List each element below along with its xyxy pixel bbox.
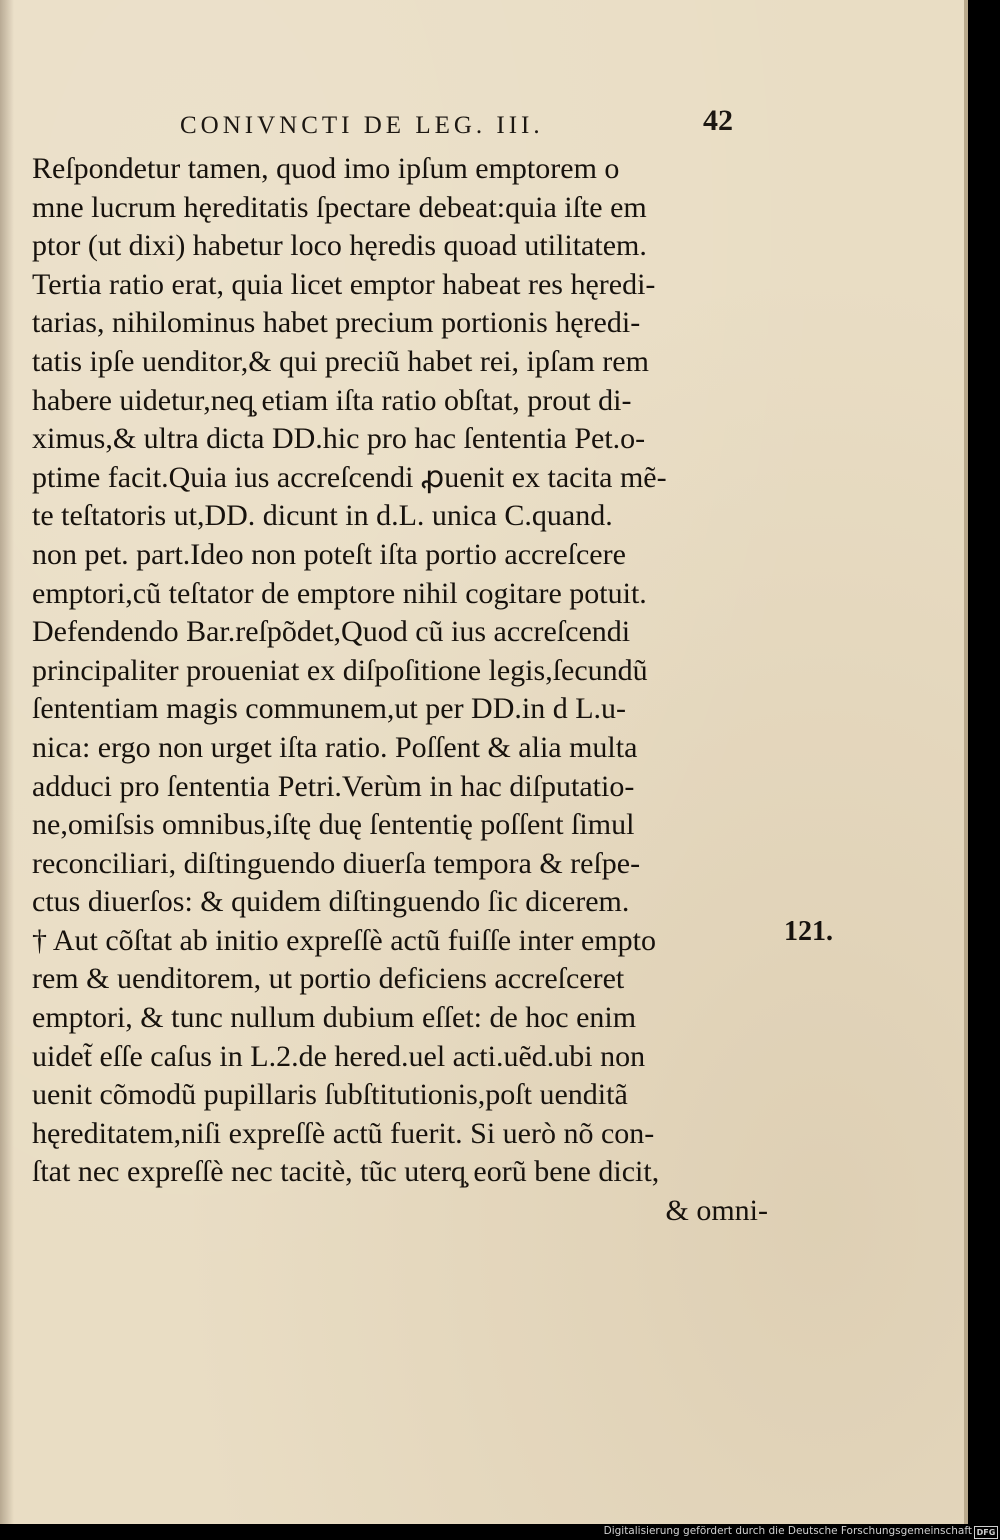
text-line: ptor (ut dixi) habetur loco hęredis quoad utilitatem.: [32, 229, 647, 263]
text-line: reconciliari, diſtinguendo diuerſa tempora & reſpe-: [32, 846, 641, 880]
text-line: Tertia ratio erat, quia licet emptor habeat res hęredi-: [32, 267, 656, 301]
body-text: [32, 150, 772, 1231]
catchword: & omni-: [665, 1194, 768, 1228]
text-line: uenit cõmodũ pupillaris ſubſtitutionis,poſt uenditã: [32, 1078, 628, 1112]
dfg-logo: DFG: [974, 1526, 998, 1539]
text-line: mne lucrum hęreditatis ſpectare debeat:quia iſte em: [32, 190, 647, 224]
page-edge: [964, 0, 968, 1524]
text-line: emptori,cũ teſtator de emptore nihil cogitare potuit.: [32, 576, 647, 610]
text-line: ptime facit.Quia ius accreſcendi ꝓuenit ex tacita mẽ-: [32, 460, 667, 494]
text-line: uidet̃ eſſe caſus in L.2.de hered.uel acti.uẽd.ubi non: [32, 1039, 646, 1073]
text-line: rem & uenditorem, ut portio deficiens accreſceret: [32, 962, 625, 996]
text-line: Reſpondetur tamen, quod imo ipſum emptorem o: [32, 152, 620, 185]
page-number: 42: [703, 104, 733, 137]
footer-credit: Digitalisierung gefördert durch die Deutsche Forschungsgemeinschaft: [603, 1525, 972, 1537]
text-line: ctus diuerſos: & quidem diſtinguendo ſic dicerem.: [32, 885, 630, 919]
text-line: habere uidetur,neq̧ etiam iſta ratio obſtat, prout di-: [32, 383, 632, 417]
text-line: adduci pro ſententia Petri.Verùm in hac diſputatio-: [32, 769, 635, 803]
text-line: emptori, & tunc nullum dubium eſſet: de hoc enim: [32, 1001, 637, 1035]
text-line: Defendendo Bar.reſpõdet,Quod cũ ius accreſcendi: [32, 615, 631, 649]
text-line: ſtat nec expreſſè nec tacitè, tũc uterq̧ eorũ bene dicit,: [32, 1155, 660, 1189]
text-line: nica: ergo non urget iſta ratio. Poſſent & alia multa: [32, 730, 638, 764]
text-line: ſententiam magis communem,ut per DD.in d L.u-: [32, 692, 627, 726]
text-line: ne,omiſsis omnibus,iſtę duę ſententię poſſent ſimul: [32, 808, 635, 842]
marginal-note: 121.: [784, 916, 833, 947]
text-line: hęreditatem,niſi expreſſè actũ fuerit. Si uerò nõ con-: [32, 1116, 655, 1150]
text-line: ximus,& ultra dicta DD.hic pro hac ſententia Pet.o-: [32, 422, 646, 456]
text-line: principaliter proueniat ex diſpoſitione legis,ſecundũ: [32, 653, 648, 687]
text-line: te teſtatoris ut,DD. dicunt in d.L. unica C.quand.: [32, 499, 613, 533]
text-line: non pet. part.Ideo non poteſt iſta portio accreſcere: [32, 537, 626, 571]
running-head: CONIVNCTI DE LEG. III.: [180, 112, 544, 139]
text-line: † Aut cõſtat ab initio expreſſè actũ fuiſſe inter empto: [32, 923, 656, 957]
text-line: tarias, nihilominus habet precium portionis hęredi-: [32, 306, 641, 340]
gutter-shadow: [0, 0, 14, 1524]
text-line: tatis ipſe uenditor,& qui preciũ habet rei, ipſam rem: [32, 344, 649, 378]
